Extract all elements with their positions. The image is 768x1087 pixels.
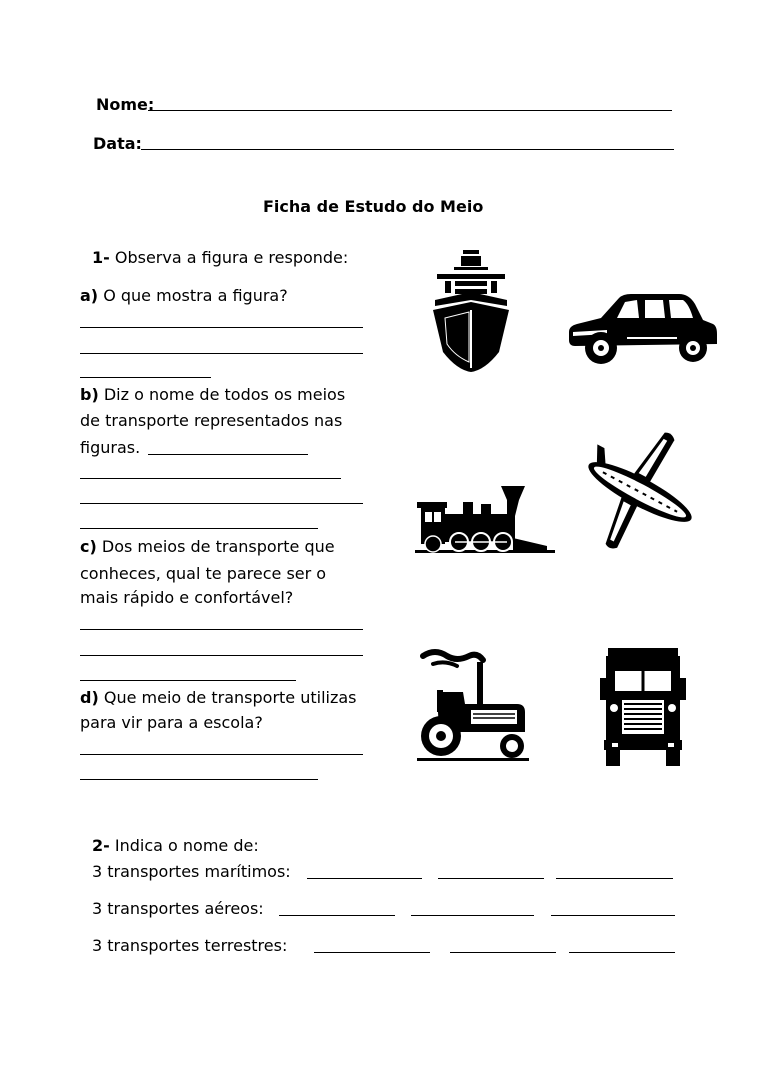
q2-land-answer-3[interactable] [569, 952, 675, 953]
q1d-answer-line-1[interactable] [80, 754, 363, 755]
tractor-icon [417, 648, 529, 762]
q1b-question-line-1 [80, 382, 345, 408]
q1a-answer-line-2[interactable] [80, 353, 363, 354]
train-icon [415, 484, 555, 556]
q1-prompt: Observa a figura e responde: [114, 248, 349, 267]
q1b-answer-line-1[interactable] [148, 454, 308, 455]
q1a-letter: a) [80, 286, 99, 305]
q1b-letter: b) [80, 385, 99, 404]
q1c-text-2: conheces, qual te parece ser o [80, 564, 327, 583]
q1b-text-3: figuras. [80, 438, 141, 457]
q1a-text: O que mostra a figura? [103, 286, 288, 305]
q2-maritime-answer-2[interactable] [438, 878, 544, 879]
q1a-answer-line-3[interactable] [80, 377, 211, 378]
q1-heading [92, 245, 348, 271]
q1b-answer-line-2[interactable] [80, 478, 341, 479]
ship-icon [425, 248, 517, 374]
q2-land-answer-2[interactable] [450, 952, 556, 953]
q2-maritime-answer-3[interactable] [556, 878, 673, 879]
q1c-letter: c) [80, 537, 97, 556]
q1b-text-2: de transporte representados nas [80, 411, 343, 430]
q1-number: 1- [92, 248, 110, 267]
page-title: Ficha de Estudo do Meio [263, 197, 484, 216]
q1c-answer-line-1[interactable] [80, 629, 363, 630]
car-icon [567, 292, 719, 366]
name-label: Nome: [96, 95, 155, 114]
name-field-line[interactable] [148, 110, 672, 111]
q1c-text-3: mais rápido e confortável? [80, 588, 294, 607]
q1a-answer-line-1[interactable] [80, 327, 363, 328]
q2-land-label: 3 transportes terrestres: [92, 936, 288, 955]
truck-icon [600, 648, 686, 766]
q2-maritime-label: 3 transportes marítimos: [92, 862, 291, 881]
q1b-text-1: Diz o nome de todos os meios [103, 385, 346, 404]
q1d-question-line-1 [80, 685, 357, 711]
airplane-icon [578, 426, 702, 558]
q1b-answer-line-4[interactable] [80, 528, 318, 529]
q1b-answer-line-3[interactable] [80, 503, 363, 504]
q1d-letter: d) [80, 688, 99, 707]
q2-prompt: Indica o nome de: [114, 836, 259, 855]
q1c-answer-line-3[interactable] [80, 680, 296, 681]
date-field-line[interactable] [141, 149, 674, 150]
q2-maritime-answer-1[interactable] [307, 878, 422, 879]
q2-land-answer-1[interactable] [314, 952, 430, 953]
q1d-text-1: Que meio de transporte utilizas [103, 688, 357, 707]
q2-air-answer-1[interactable] [279, 915, 395, 916]
q2-air-label: 3 transportes aéreos: [92, 899, 264, 918]
date-label: Data: [93, 134, 142, 153]
q1d-answer-line-2[interactable] [80, 779, 318, 780]
q2-air-answer-2[interactable] [411, 915, 534, 916]
q2-number: 2- [92, 836, 110, 855]
q1c-question-line-1 [80, 534, 335, 560]
q1c-answer-line-2[interactable] [80, 655, 363, 656]
q1d-text-2: para vir para a escola? [80, 713, 263, 732]
q1c-text-1: Dos meios de transporte que [101, 537, 335, 556]
q2-air-answer-3[interactable] [551, 915, 675, 916]
q2-heading [92, 833, 259, 859]
q1a-question [80, 283, 288, 309]
